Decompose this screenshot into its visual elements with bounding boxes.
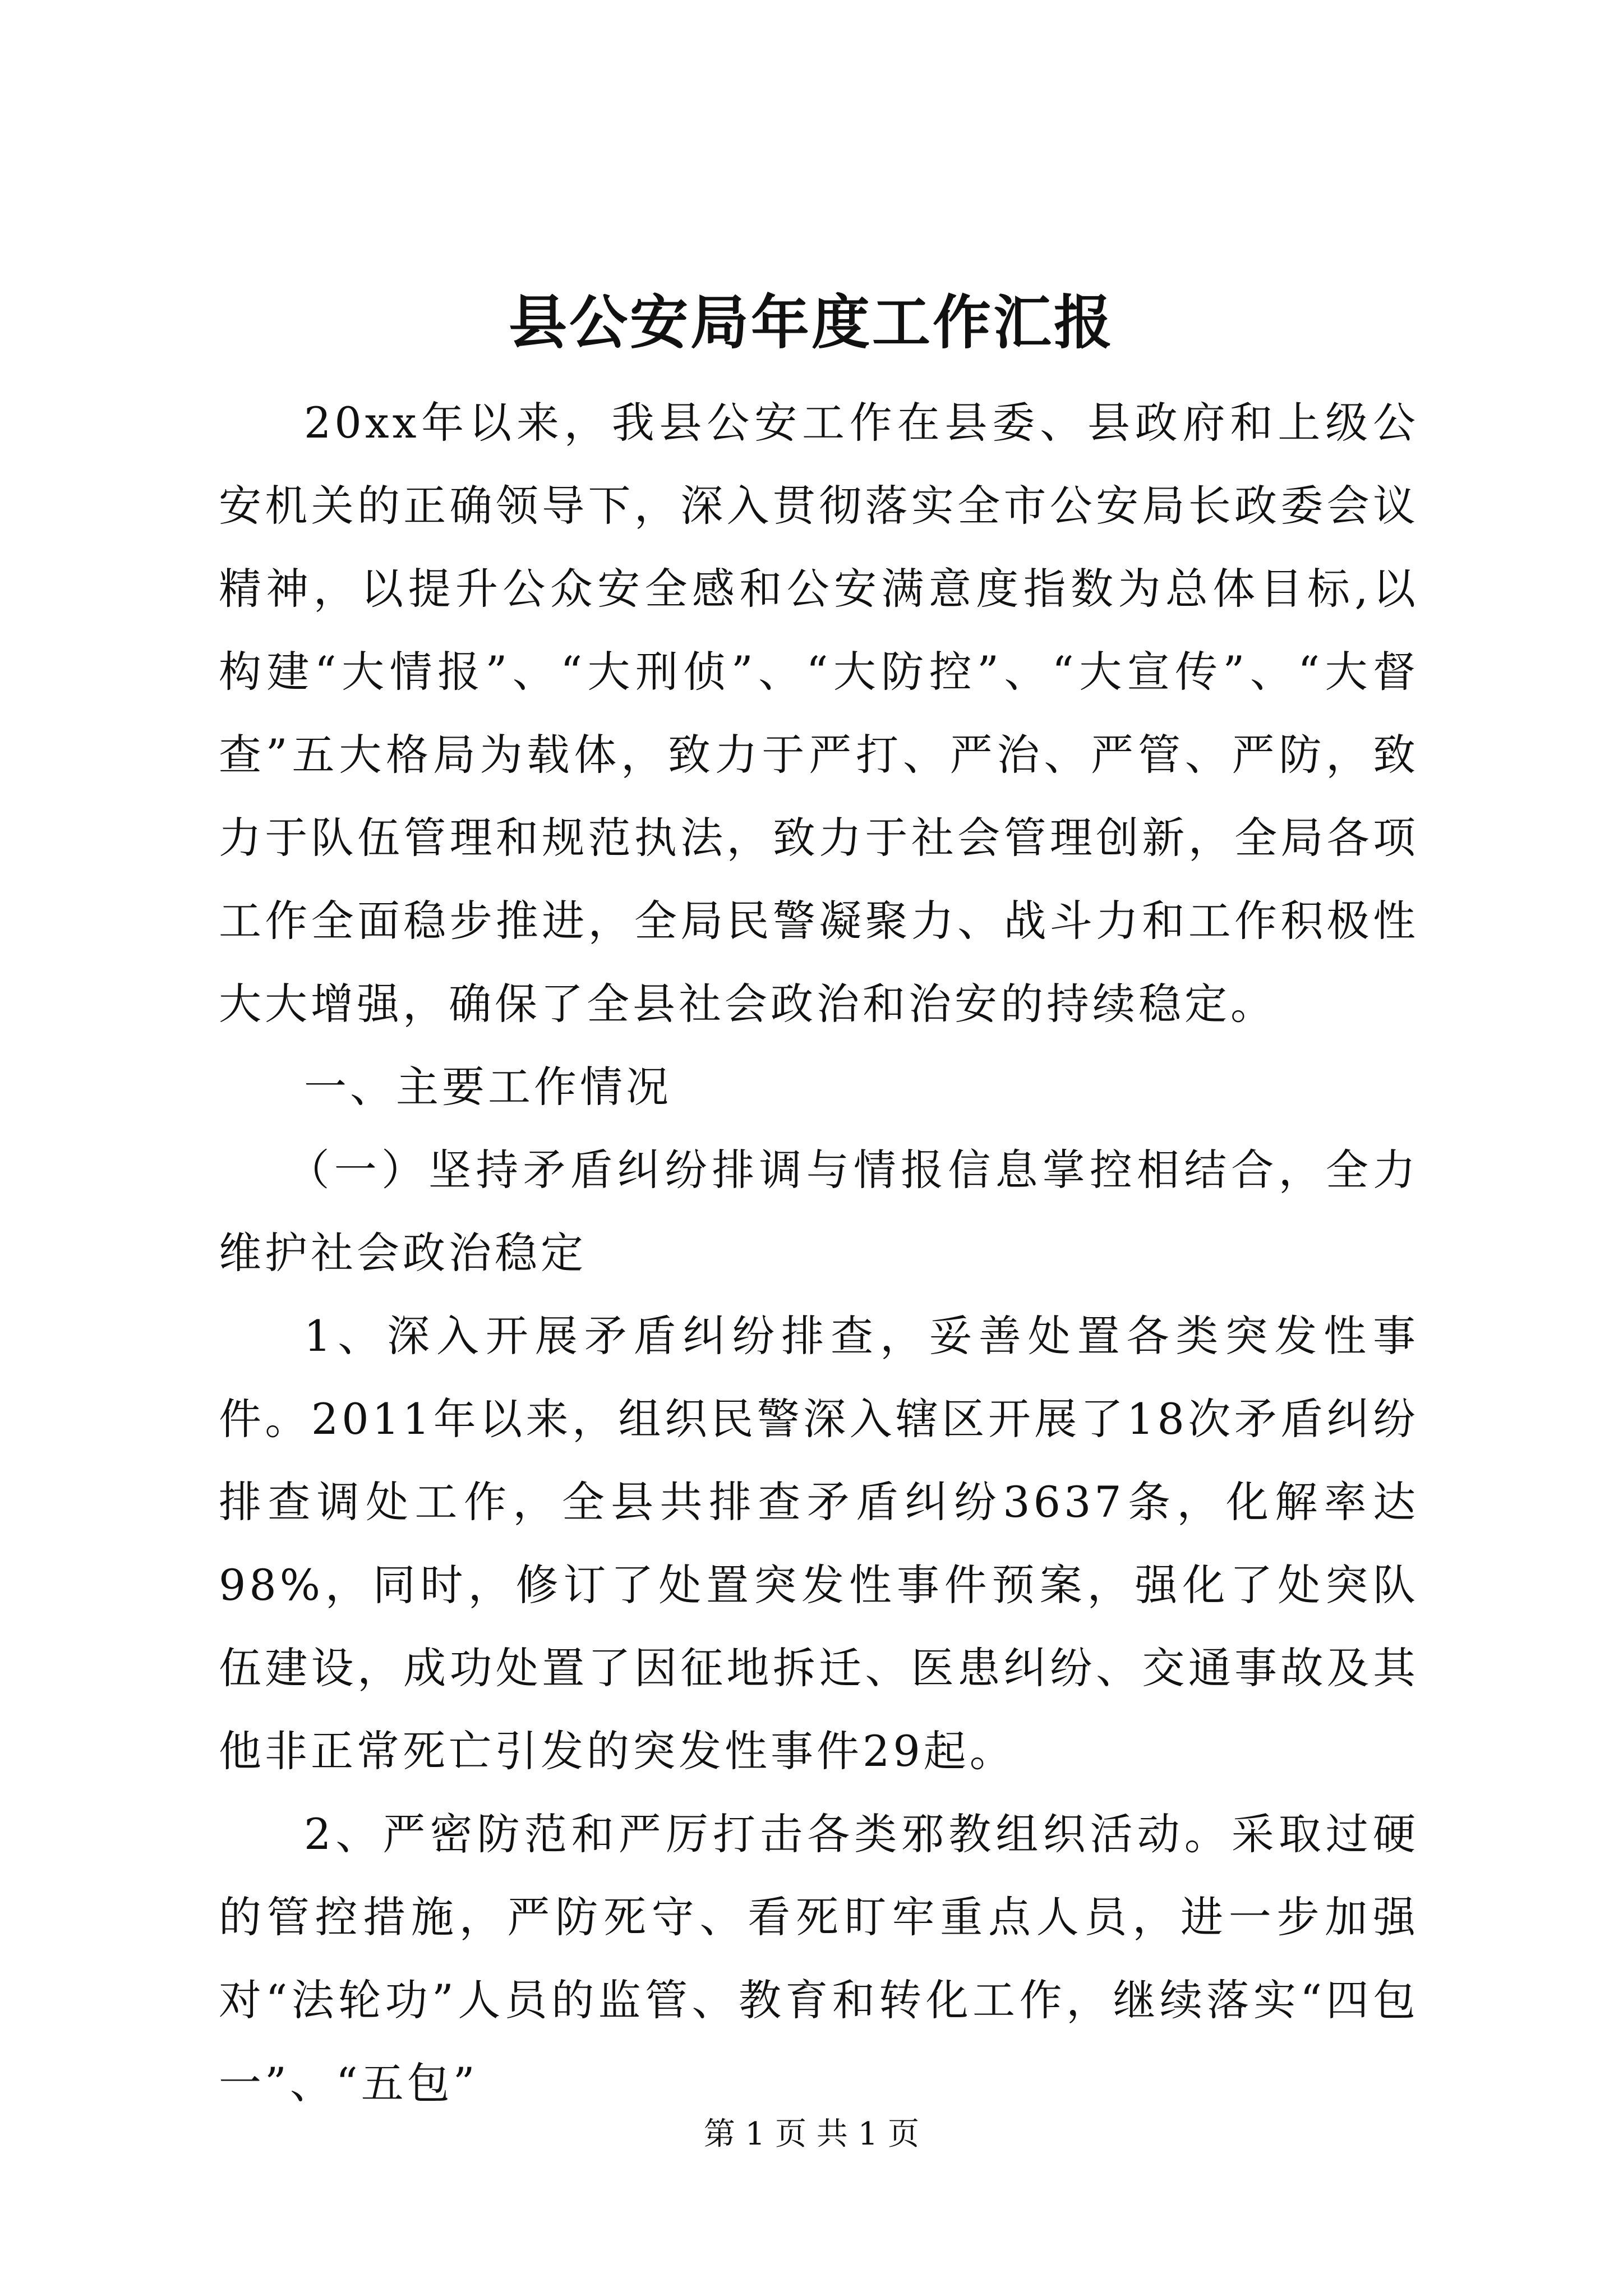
item-2-paragraph: 2、严密防范和严厉打击各类邪教组织活动。采取过硬的管控措施，严防死守、看死盯牢重点人员，进一步加强对“法轮功”人员的监管、教育和转化工作，继续落实“四包一”、“五包” [219, 1809, 1419, 2108]
intro-paragraph: 20xx年以来，我县公安工作在县委、县政府和上级公安机关的正确领导下，深入贯彻落实全市公安局长政委会议精神，以提升公众安全感和公安满意度指数为总体目标,以构建“大情报”、“大刑侦”、“大防控”、“大宣传”、“大督查”五大格局为载体，致力于严打、严治、严管、严防，致力于队伍管理和规范执法，致力于社会管理创新，全局各项工作全面稳步推进，全局民警凝聚力、战斗力和工作积极性大大增强，确保了全县社会政治和治安的持续稳定。 [219, 398, 1419, 1029]
document-body [219, 381, 1419, 2125]
document-title: 县公安局年度工作汇报 [508, 288, 1114, 357]
item-1-paragraph: 1、深入开展矛盾纠纷排查，妥善处置各类突发性事件。2011年以来，组织民警深入辖区开展了18次矛盾纠纷排查调处工作，全县共排查矛盾纠纷3637条，化解率达98%，同时，修订了处置突发性事件预案，强化了处突队伍建设，成功处置了因征地拆迁、医患纠纷、交通事故及其他非正常死亡引发的突发性事件29起。 [219, 1311, 1419, 1776]
page-footer: 第 1 页 共 1 页 [703, 2116, 920, 2152]
subsection-heading: （一）坚持矛盾纠纷排调与情报信息掌控相结合，全力维护社会政治稳定 [219, 1145, 1419, 1278]
section-heading: 一、主要工作情况 [304, 1062, 672, 1112]
